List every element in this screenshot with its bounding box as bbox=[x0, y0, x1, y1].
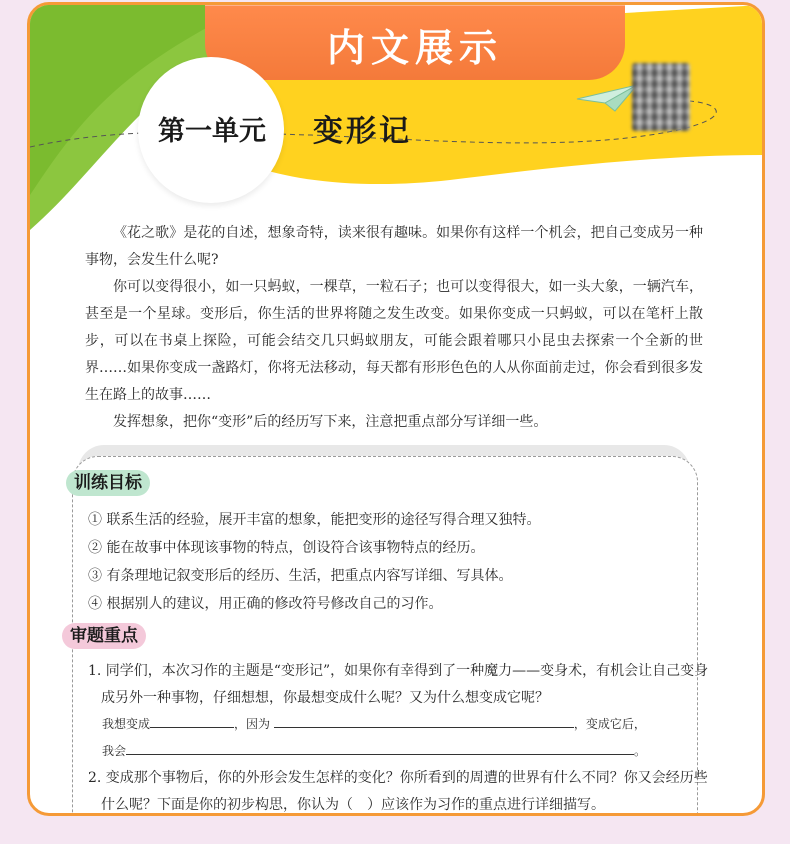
goal-item: ① 联系生活的经验，展开丰富的想象，能把变形的途径写得合理又独特。 bbox=[88, 512, 541, 528]
blank-field[interactable] bbox=[274, 713, 574, 728]
fill-label: ，变成它后， bbox=[573, 717, 646, 731]
fill-label: ，因为 bbox=[234, 717, 271, 731]
blank-field[interactable] bbox=[126, 740, 634, 755]
training-goal-tag: 训练目标 bbox=[66, 470, 150, 496]
question-1: 1. 同学们，本次习作的主题是“变形记”，如果你有幸得到了一种魔力——变身术，有机会让自己变身成另外一种事物，仔细想想，你最想变成什么呢？又为什么想变成它呢？ bbox=[88, 663, 709, 706]
intro-paragraph: 发挥想象，把你“变形”后的经历写下来，注意把重点部分写详细一些。 bbox=[113, 414, 548, 430]
intro-paragraph: 你可以变得很小，如一只蚂蚁，一棵草，一粒石子；也可以变得很大，如一头大象，一辆汽车，甚至是一个星球。变形后，你生活的世界将随之发生改变。如果你变成一只蚂蚁，可以在笔杆上散步，可以在书桌上探险，可能会结交几只蚂蚁朋友，可能会跟着哪只小昆虫去探索一个全新的世界……如果你变成一盏路灯，你将无法移动，每天都有形形色色的人从你面前走过，你会看到很多发生在路上的故事…… bbox=[85, 279, 703, 403]
review-key-tag: 审题重点 bbox=[62, 623, 146, 649]
unit-label: 第一单元 bbox=[158, 116, 266, 147]
qr-code bbox=[632, 63, 690, 131]
goal-list bbox=[88, 506, 688, 618]
blank-field[interactable] bbox=[150, 713, 234, 728]
fill-label: 。 bbox=[634, 744, 647, 758]
intro-paragraph: 《花之歌》是花的自述，想象奇特，读来很有趣味。如果你有这样一个机会，把自己变成另一种事物，会发生什么呢? bbox=[85, 225, 703, 268]
goal-item: ② 能在故事中体现该事物的特点，创设符合该事物特点的经历。 bbox=[88, 540, 485, 556]
fill-line-1 bbox=[102, 713, 702, 732]
goal-item: ③ 有条理地记叙变形后的经历、生活，把重点内容写详细、写具体。 bbox=[88, 568, 513, 584]
fill-label: 我会 bbox=[102, 744, 127, 758]
banner-title: 内文展示 bbox=[326, 26, 503, 70]
goal-item: ④ 根据别人的建议，用正确的修改符号修改自己的习作。 bbox=[88, 596, 443, 612]
fill-label: 我想变成 bbox=[102, 717, 151, 731]
fill-line-2 bbox=[102, 740, 702, 759]
intro-text bbox=[85, 220, 703, 436]
page-frame bbox=[27, 2, 765, 816]
question-2: 2. 变成那个事物后，你的外形会发生怎样的变化？你所看到的周遭的世界有什么不同？你又会经历些什么呢？下面是你的初步构思，你认为（ ）应该作为习作的重点进行详细描写。 bbox=[88, 770, 708, 813]
unit-title: 变形记 bbox=[313, 114, 412, 149]
